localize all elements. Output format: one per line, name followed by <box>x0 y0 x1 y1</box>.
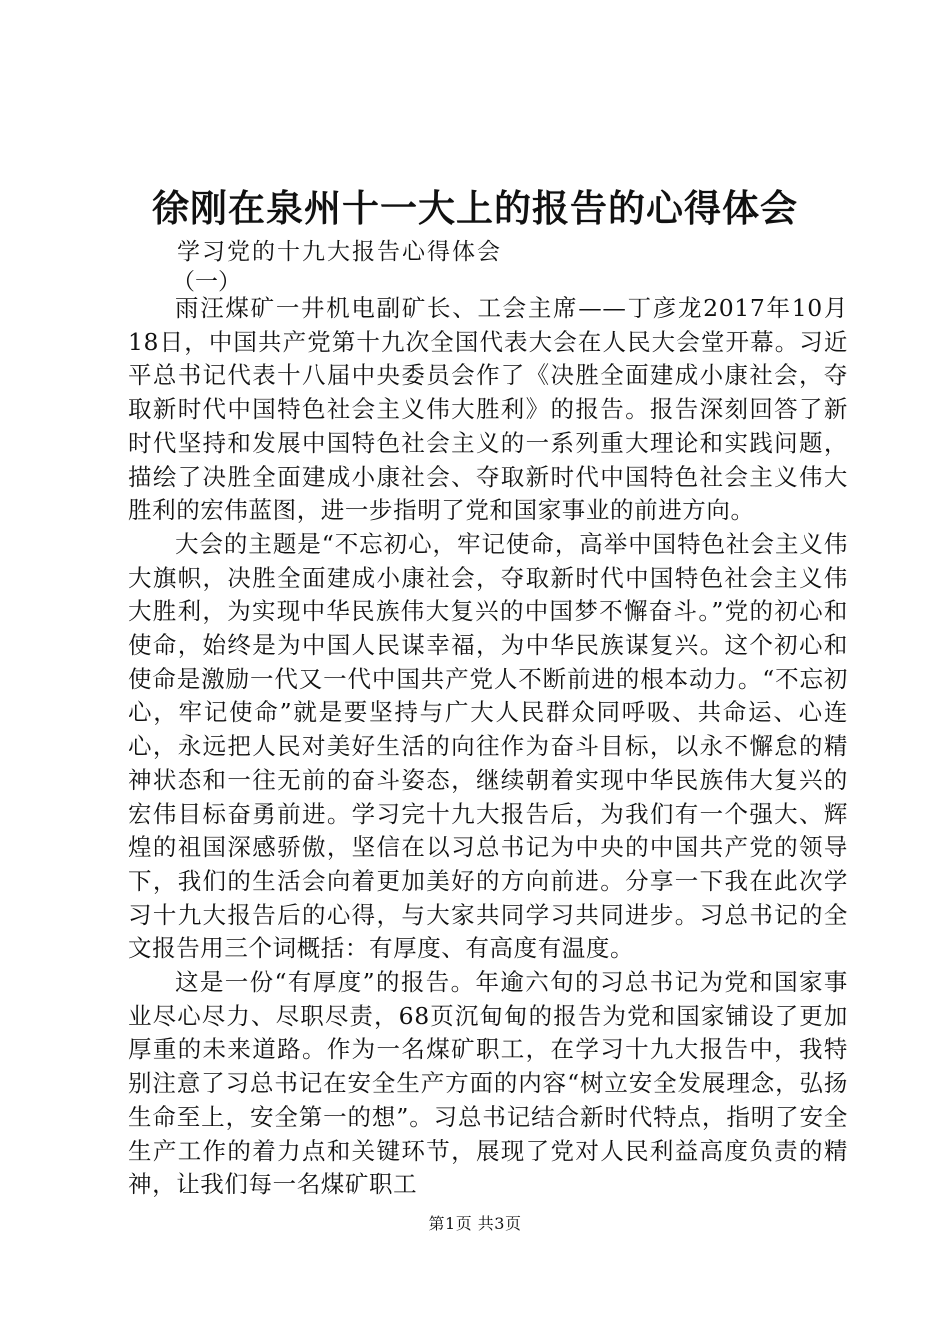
document-title: 徐刚在泉州十一大上的报告的心得体会 <box>152 186 798 230</box>
document-subtitle: 学习党的十九大报告心得体会 <box>177 239 502 265</box>
paragraph: 大会的主题是“不忘初心，牢记使命，高举中国特色社会主义伟大旗帜，决胜全面建成小康社会，夺取新时代中国特色社会主义伟大胜利，为实现中华民族伟大复兴的中国梦不懈奋斗。”党的初心和使命，始终是为中国人民谋幸福，为中华民族谋复兴。这个初心和使命是激励一代又一代中国共产党人不断前进的根本动力。“不忘初心，牢记使命”就是要坚持与广大人民群众同呼吸、共命运、心连心，永远把人民对美好生活的向往作为奋斗目标，以永不懈怠的精神状态和一往无前的奋斗姿态，继续朝着实现中华民族伟大复兴的宏伟目标奋勇前进。学习完十九大报告后，为我们有一个强大、辉煌的祖国深感骄傲，坚信在以习总书记为中央的中国共产党的领导下，我们的生活会向着更加美好的方向前进。分享一下我在此次学习十九大报告后的心得，与大家共同学习共同进步。习总书记的全文报告用三个词概括：有厚度、有高度有温度。 <box>128 529 848 963</box>
document-body <box>128 292 848 1202</box>
paragraph: 这是一份“有厚度”的报告。年逾六旬的习总书记为党和国家事业尽心尽力、尽职尽责，68页沉甸甸的报告为党和国家铺设了更加厚重的未来道路。作为一名煤矿职工，在学习十九大报告中，我特别注意了习总书记在安全生产方面的内容“树立安全发展理念，弘扬生命至上，安全第一的想”。习总书记结合新时代特点，指明了安全生产工作的着力点和关键环节，展现了党对人民利益高度负责的精神，让我们每一名煤矿职工 <box>128 968 848 1199</box>
page-footer: 第1页 共3页 <box>428 1214 522 1233</box>
paragraph: 雨汪煤矿一井机电副矿长、工会主席——丁彦龙2017年10月18日，中国共产党第十九次全国代表大会在人民大会堂开幕。习近平总书记代表十八届中央委员会作了《决胜全面建成小康社会，夺取新时代中国特色社会主义伟大胜利》的报告。报告深刻回答了新时代坚持和发展中国特色社会主义的一系列重大理论和实践问题，描绘了决胜全面建成小康社会、夺取新时代中国特色社会主义伟大胜利的宏伟蓝图，进一步指明了党和国家事业的前进方向。 <box>128 294 848 525</box>
section-marker: （一） <box>172 269 241 295</box>
